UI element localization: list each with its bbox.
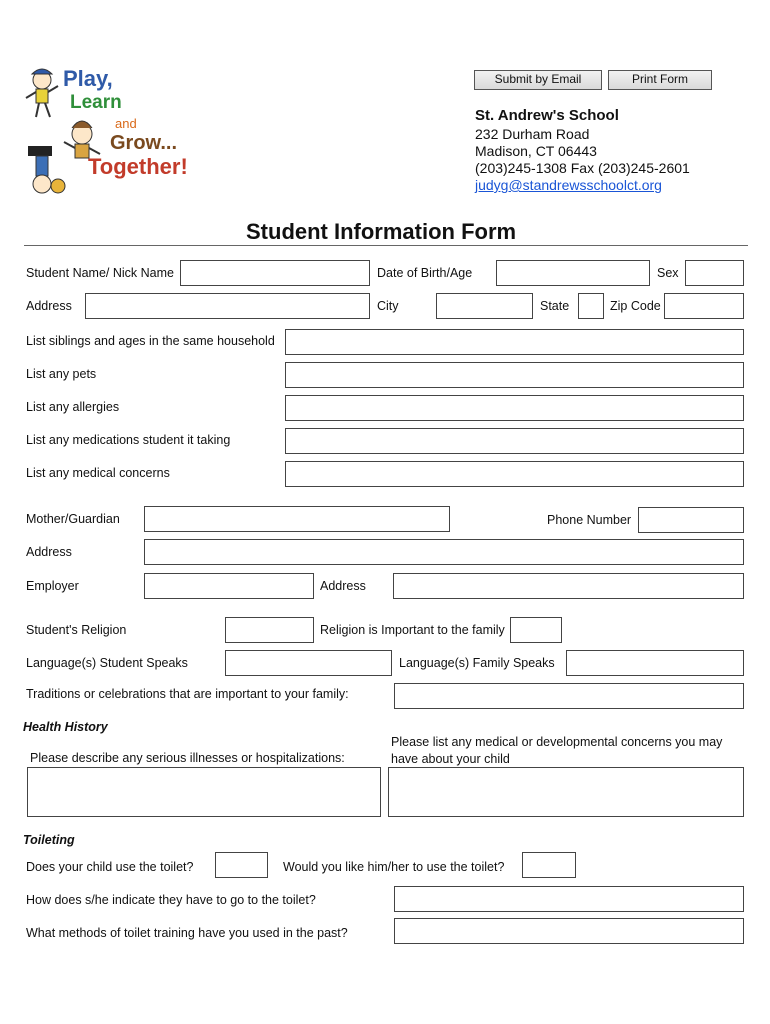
school-name: St. Andrew's School [475, 107, 619, 124]
phone-label: Phone Number [547, 513, 632, 527]
logo-together: Together! [88, 154, 188, 179]
use-toilet-input[interactable] [215, 852, 268, 878]
religion-label: Student's Religion [26, 623, 127, 637]
indicate-label: How does s/he indicate they have to go to the toilet? [26, 893, 316, 907]
health-history-heading: Health History [23, 720, 108, 734]
medications-label: List any medications student it taking [26, 433, 231, 447]
mother-address-label: Address [26, 545, 72, 559]
lang-family-input[interactable] [566, 650, 744, 676]
sex-label: Sex [657, 266, 679, 280]
illness-label: Please describe any serious illnesses or hospitalizations: [30, 751, 345, 765]
would-like-input[interactable] [522, 852, 576, 878]
employer-input[interactable] [144, 573, 314, 599]
pets-label: List any pets [26, 367, 97, 381]
school-email-link[interactable]: judyg@standrewsschoolct.org [475, 177, 662, 193]
logo-play: Play, [63, 66, 113, 91]
methods-label: What methods of toilet training have you used in the past? [26, 926, 348, 940]
religion-important-input[interactable] [510, 617, 562, 643]
dob-label: Date of Birth/Age [377, 266, 473, 280]
zip-label: Zip Code [610, 299, 661, 313]
mother-label: Mother/Guardian [26, 512, 120, 526]
mother-address-input[interactable] [144, 539, 744, 565]
allergies-input[interactable] [285, 395, 744, 421]
toileting-heading: Toileting [23, 833, 75, 847]
sex-input[interactable] [685, 260, 744, 286]
address-input[interactable] [85, 293, 370, 319]
illness-textarea[interactable] [27, 767, 381, 817]
employer-label: Employer [26, 579, 79, 593]
page-title: Student Information Form [246, 219, 517, 244]
city-label: City [377, 299, 399, 313]
print-form-button[interactable]: Print Form [608, 70, 712, 90]
phone-input[interactable] [638, 507, 744, 533]
state-input[interactable] [578, 293, 604, 319]
would-like-label: Would you like him/her to use the toilet? [283, 860, 505, 874]
city-input[interactable] [436, 293, 533, 319]
lang-family-label: Language(s) Family Speaks [399, 656, 555, 670]
employer-address-input[interactable] [393, 573, 744, 599]
lang-student-label: Language(s) Student Speaks [26, 656, 188, 670]
traditions-input[interactable] [394, 683, 744, 709]
school-street: 232 Durham Road [475, 126, 590, 142]
state-label: State [540, 299, 570, 313]
traditions-label: Traditions or celebrations that are important to your family: [26, 687, 349, 701]
concerns-label: Please list any medical or developmental concerns you may have about your child [391, 735, 723, 766]
zip-input[interactable] [664, 293, 744, 319]
mother-input[interactable] [144, 506, 450, 532]
medications-input[interactable] [285, 428, 744, 454]
school-phones: (203)245-1308 Fax (203)245-2601 [475, 160, 690, 176]
employer-address-label: Address [320, 579, 366, 593]
siblings-label: List siblings and ages in the same household [26, 334, 275, 348]
religion-important-label: Religion is Important to the family [320, 623, 505, 637]
logo-and: and [115, 116, 137, 131]
siblings-input[interactable] [285, 329, 744, 355]
medical-concerns-input[interactable] [285, 461, 744, 487]
submit-by-email-button[interactable]: Submit by Email [474, 70, 602, 90]
logo-grow: Grow... [110, 132, 178, 154]
concerns-textarea[interactable] [388, 767, 744, 817]
school-logo [20, 62, 205, 202]
allergies-label: List any allergies [26, 400, 120, 414]
methods-input[interactable] [394, 918, 744, 944]
title-divider [24, 245, 748, 246]
religion-input[interactable] [225, 617, 314, 643]
dob-input[interactable] [496, 260, 650, 286]
lang-student-input[interactable] [225, 650, 392, 676]
logo-learn: Learn [70, 92, 122, 113]
indicate-input[interactable] [394, 886, 744, 912]
pets-input[interactable] [285, 362, 744, 388]
address-label: Address [26, 299, 72, 313]
school-city: Madison, CT 06443 [475, 143, 597, 159]
use-toilet-label: Does your child use the toilet? [26, 860, 194, 874]
student-name-label: Student Name/ Nick Name [26, 266, 174, 280]
student-name-input[interactable] [180, 260, 370, 286]
medical-concerns-label: List any medical concerns [26, 466, 170, 480]
